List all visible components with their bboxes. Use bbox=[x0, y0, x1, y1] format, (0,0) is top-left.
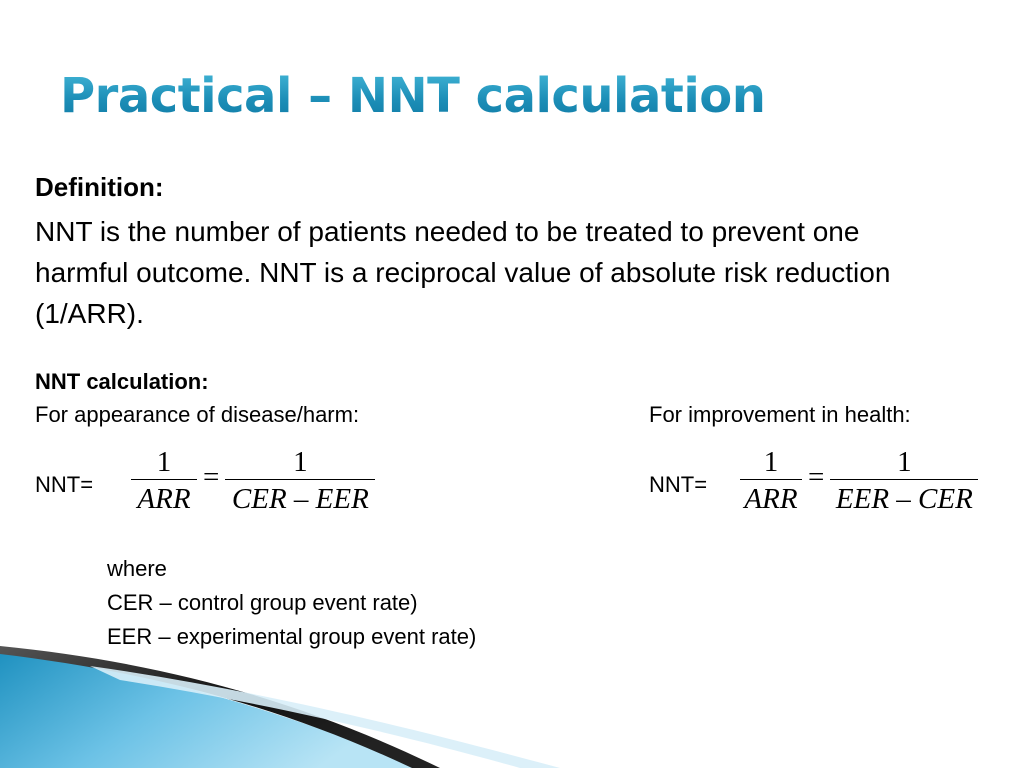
harm-nnt-prefix: NNT= bbox=[35, 472, 94, 497]
fraction-numerator: 1 bbox=[763, 446, 779, 478]
harm-formula bbox=[131, 445, 375, 518]
improvement-formula bbox=[740, 445, 978, 518]
eer-definition: EER – experimental group event rate) bbox=[107, 624, 477, 649]
harm-fraction-cer-eer bbox=[225, 445, 375, 518]
equals-sign: = bbox=[808, 461, 825, 493]
fraction-numerator: 1 bbox=[293, 446, 308, 478]
fraction-denominator: EER – CER bbox=[835, 483, 973, 515]
fraction-numerator: 1 bbox=[156, 446, 172, 478]
fraction-denominator: CER – EER bbox=[231, 483, 369, 515]
harm-fraction-arr bbox=[131, 445, 197, 518]
improvement-label: For improvement in health: bbox=[649, 402, 911, 427]
improvement-fraction-arr bbox=[740, 445, 802, 518]
definition-heading: Definition: bbox=[35, 172, 164, 202]
fraction-numerator: 1 bbox=[897, 446, 912, 478]
equals-sign: = bbox=[203, 461, 220, 493]
cer-definition: CER – control group event rate) bbox=[107, 590, 418, 615]
improvement-nnt-prefix: NNT= bbox=[649, 472, 708, 497]
swoosh-blue-band bbox=[0, 648, 420, 768]
fraction-denominator: ARR bbox=[137, 483, 191, 515]
improvement-fraction-eer-cer bbox=[830, 445, 978, 518]
fraction-denominator: ARR bbox=[744, 483, 798, 515]
slide-title: Practical – NNT calculation bbox=[60, 68, 766, 124]
where-label: where bbox=[107, 556, 167, 581]
harm-label: For appearance of disease/harm: bbox=[35, 402, 360, 427]
where-block bbox=[107, 552, 476, 654]
definition-text: NNT is the number of patients needed to be treated to prevent one harmful outcome. NNT is a reciprocal value of absolute risk reduction (1/ARR). bbox=[35, 216, 891, 329]
calculation-heading: NNT calculation: bbox=[35, 369, 209, 394]
